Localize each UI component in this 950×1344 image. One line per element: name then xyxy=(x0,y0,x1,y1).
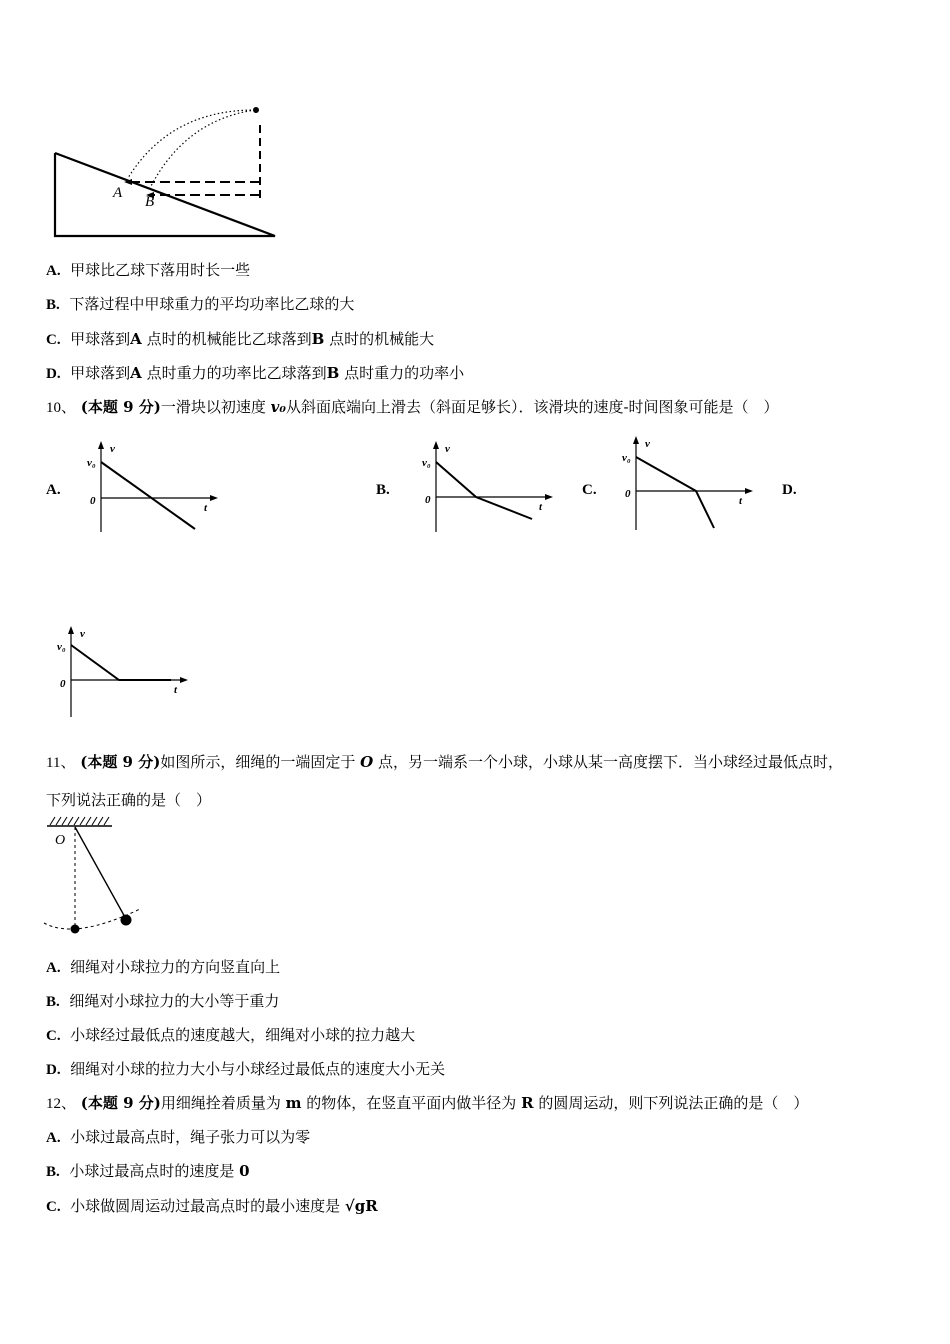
pendulum-figure xyxy=(42,815,152,940)
svg-text:v: v xyxy=(645,438,650,450)
velocity-line xyxy=(71,645,171,680)
graph-b-label: B. xyxy=(376,482,390,498)
velocity-line xyxy=(636,457,714,528)
svg-text:0: 0 xyxy=(625,488,631,500)
vt-graph-d xyxy=(55,625,195,720)
trajectory-a xyxy=(128,110,255,178)
ball xyxy=(121,915,132,926)
q11-option-d: D. 细绳对小球的拉力大小与小球经过最低点的速度大小无关 xyxy=(46,1060,446,1078)
q11-stem-line2: 下列说法正确的是（ ） xyxy=(46,791,212,809)
svg-text:v: v xyxy=(445,443,450,455)
vt-graph-a xyxy=(85,440,225,535)
svg-text:t: t xyxy=(539,501,543,513)
point-a-label: A xyxy=(113,185,123,201)
svg-text:0: 0 xyxy=(90,495,96,507)
svg-text:t: t xyxy=(174,684,178,696)
q11-option-a: A. 细绳对小球拉力的方向竖直向上 xyxy=(46,958,281,976)
q9-option-d: D. 甲球落到A 点时重力的功率比乙球落到B 点时重力的功率小 xyxy=(46,364,465,382)
ball-bottom xyxy=(71,925,80,934)
q9-option-a: A. 甲球比乙球下落用时长一些 xyxy=(46,261,251,279)
q9-option-b: B. 下落过程中甲球重力的平均功率比乙球的大 xyxy=(46,295,355,313)
svg-text:0: 0 xyxy=(425,494,431,506)
svg-text:v₀: v₀ xyxy=(422,457,431,469)
string xyxy=(75,827,126,919)
graph-d-label: D. xyxy=(782,482,797,498)
svg-text:t: t xyxy=(739,495,743,507)
svg-text:v₀: v₀ xyxy=(57,641,66,653)
q12-option-b: B. 小球过最高点时的速度是 0 xyxy=(46,1162,250,1180)
vt-graph-c xyxy=(620,435,760,535)
velocity-line xyxy=(101,462,195,529)
q12-option-a: A. 小球过最高点时，绳子张力可以为零 xyxy=(46,1128,311,1146)
q9-option-c: C. 甲球落到A 点时的机械能比乙球落到B 点时的机械能大 xyxy=(46,330,435,348)
svg-text:v: v xyxy=(110,443,115,455)
svg-text:v: v xyxy=(80,628,85,640)
q12-stem: 12、 (本题 9 分)用细绳拴着质量为 m 的物体，在竖直平面内做半径为 R 的圆周运动，则下列说法正确的是（ ） xyxy=(46,1094,809,1112)
q11-option-b: B. 细绳对小球拉力的大小等于重力 xyxy=(46,992,280,1010)
svg-text:O: O xyxy=(55,833,66,848)
q11-stem: 11、 (本题 9 分)如图所示，细绳的一端固定于 O 点，另一端系一个小球，小球从某一高度摆下．当小球经过最低点时， xyxy=(46,753,843,771)
svg-text:0: 0 xyxy=(60,678,66,690)
svg-text:t: t xyxy=(204,502,208,514)
graph-c-label: C. xyxy=(582,482,597,498)
velocity-line xyxy=(436,462,532,519)
launch-point xyxy=(253,107,259,113)
q12-option-c: C. 小球做圆周运动过最高点时的最小速度是 √gR xyxy=(46,1197,378,1215)
q10-stem: 10、 (本题 9 分)一滑块以初速度 v₀从斜面底端向上滑去（斜面足够长）．该滑块的速度-时间图象可能是（ ） xyxy=(46,398,779,416)
svg-text:v₀: v₀ xyxy=(87,457,96,469)
incline-figure xyxy=(50,100,280,242)
vt-graph-b xyxy=(420,440,560,535)
svg-text:v₀: v₀ xyxy=(622,452,631,464)
graph-a-label: A. xyxy=(46,482,61,498)
q11-option-c: C. 小球经过最低点的速度越大，细绳对小球的拉力越大 xyxy=(46,1026,416,1044)
trajectory-b xyxy=(150,110,255,188)
point-b-label: B xyxy=(145,194,155,210)
